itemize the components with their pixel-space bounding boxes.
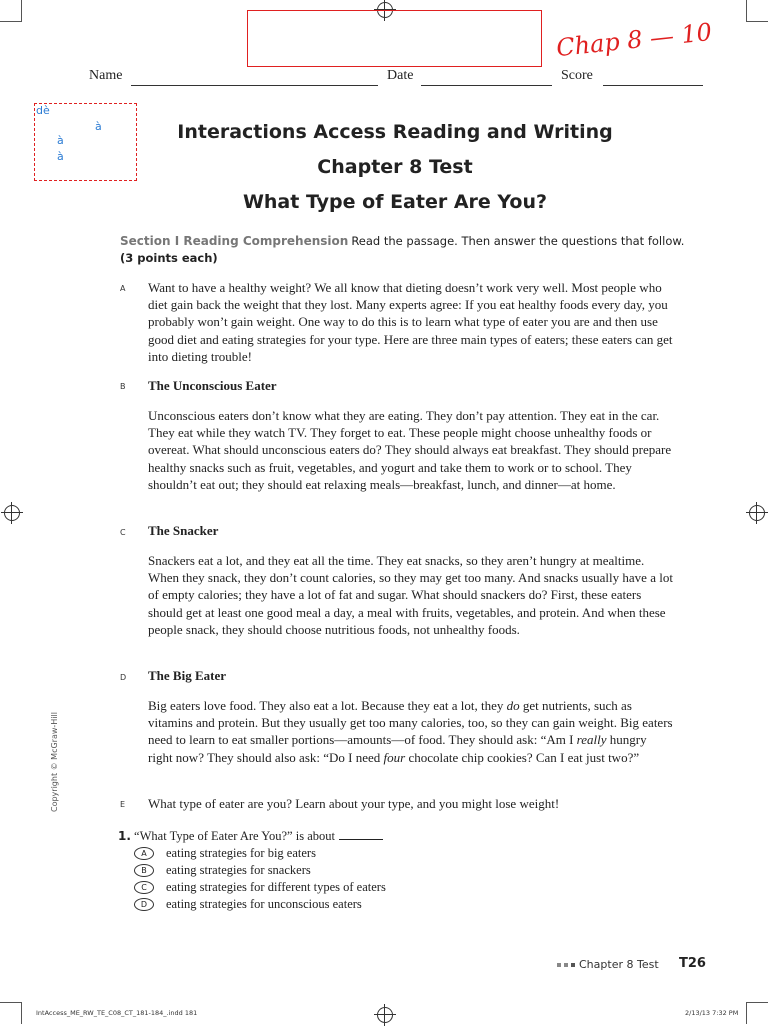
- emphasis: do: [506, 698, 520, 713]
- paragraph-letter: D: [120, 673, 127, 682]
- paragraph-a: Want to have a healthy weight? We all know that dieting doesn’t work very well. Most people who diet gain back the weight that they lost. Many experts agree: If you eat healthy foods every day, you probably won’t gain weight. One way to do this is to learn what type of eater you are and then use good diet and eating strategies for your type. Here are three main types of eaters; these eaters can get into dieting trouble!: [148, 280, 673, 364]
- name-line: [131, 85, 378, 86]
- score-label: Score: [561, 68, 593, 83]
- crop-mark: [21, 1002, 22, 1024]
- date-label: Date: [387, 68, 414, 83]
- option-text: eating strategies for big eaters: [166, 846, 316, 860]
- crop-mark: [746, 0, 747, 22]
- answer-bubble[interactable]: A: [134, 847, 154, 860]
- crop-mark: [746, 21, 768, 22]
- registration-mark-icon: [749, 505, 765, 521]
- copyright-notice: Copyright © McGraw-Hill: [50, 712, 59, 812]
- crop-mark: [21, 0, 22, 22]
- glyph-mark: à: [95, 120, 102, 133]
- date-line: [421, 85, 552, 86]
- footer-square: [557, 963, 561, 967]
- question-prompt: “What Type of Eater Are You?” is about: [134, 829, 335, 843]
- crop-mark: [746, 1002, 768, 1003]
- answer-bubble[interactable]: C: [134, 881, 154, 894]
- answer-option-d[interactable]: [134, 897, 362, 912]
- footer-square: [564, 963, 568, 967]
- paragraph-d: Big eaters love food. They also eat a lot. Because they eat a lot, they do get nutrients, such as vitamins and protein. But they usually get too many calories, too, so they can gain weight. Big eaters need to learn to eat smaller portions—amounts—of food. They should ask: “Am I really hungry right now? They should also ask: “Do I need four chocolate chip cookies? Can I eat just two?”: [148, 698, 673, 765]
- answer-option-a[interactable]: [134, 846, 316, 861]
- subheading-big-eater: The Big Eater: [148, 668, 226, 683]
- page-number: T26: [679, 956, 706, 971]
- answer-blank: [339, 839, 383, 840]
- glyph-mark: à: [57, 150, 64, 163]
- slug-timestamp: 2/13/13 7:32 PM: [685, 1009, 739, 1017]
- section-header: [120, 234, 684, 249]
- paragraph-letter: C: [120, 528, 126, 537]
- option-text: eating strategies for unconscious eaters: [166, 897, 362, 911]
- paragraph-e: What type of eater are you? Learn about your type, and you might lose weight!: [148, 796, 560, 811]
- paragraph-letter: A: [120, 284, 126, 293]
- registration-mark-icon: [377, 1007, 393, 1023]
- name-label: Name: [89, 68, 123, 83]
- answer-bubble[interactable]: B: [134, 864, 154, 877]
- registration-mark-icon: [4, 505, 20, 521]
- crop-mark: [746, 1002, 747, 1024]
- question-1: [118, 829, 383, 844]
- section-instruction: Read the passage. Then answer the questions that follow.: [351, 234, 685, 248]
- crop-mark: [0, 1002, 22, 1003]
- annotation-box: [247, 10, 542, 67]
- answer-option-b[interactable]: [134, 863, 311, 878]
- subheading-snacker: The Snacker: [148, 523, 219, 538]
- test-title: What Type of Eater Are You?: [242, 191, 548, 213]
- handwritten-note: Chap 8 — 10: [554, 17, 714, 63]
- glyph-mark: à: [57, 134, 64, 147]
- paragraph-b: Unconscious eaters don’t know what they are eating. They don’t pay attention. They eat in the car. They eat while they watch TV. They forget to eat. These people might choose unhealthy foods or overeat. What should unconscious eaters do? They should always eat breakfast. They should prepare healthy snacks such as fruit, vegetables, and yogurt and take them to work or to school. They shouldn’t eat out; they should eat relaxing meals—breakfast, lunch, and dinner—at home.: [148, 408, 672, 492]
- subheading-unconscious-eater: The Unconscious Eater: [148, 378, 277, 393]
- score-line: [603, 85, 703, 86]
- crop-mark: [0, 21, 22, 22]
- section-title: Section I Reading Comprehension: [120, 234, 349, 248]
- emphasis: four: [383, 749, 406, 765]
- emphasis: really: [576, 732, 607, 748]
- footer-square: [571, 963, 575, 967]
- footer-chapter-label: Chapter 8 Test: [579, 958, 659, 971]
- book-title: Interactions Access Reading and Writing: [177, 121, 613, 143]
- answer-bubble[interactable]: D: [134, 898, 154, 911]
- option-text: eating strategies for different types of eaters: [166, 880, 386, 894]
- slug-filename: IntAccess_ME_RW_TE_C08_CT_181-184_.indd 181: [36, 1009, 198, 1017]
- paragraph-letter: E: [120, 800, 126, 809]
- points-note: (3 points each): [120, 251, 218, 265]
- glyph-mark: dè: [36, 104, 50, 117]
- question-number: 1.: [118, 829, 131, 843]
- answer-option-c[interactable]: [134, 880, 386, 895]
- paragraph-letter: B: [120, 382, 126, 391]
- paragraph-c: Snackers eat a lot, and they eat all the time. They eat snacks, so they aren’t hungry at mealtime. When they snack, they don’t count calories, so they may get too many. And snacks usually have a lot of empty calories; they have a lot of fat and sugar. What should snackers do? First, these eaters should get at least one good meal a day, a meal with fruits, vegetables, and protein. And when these people snack, they should choose nutritious foods, not unhealthy foods.: [148, 553, 673, 637]
- option-text: eating strategies for snackers: [166, 863, 311, 877]
- chapter-title: Chapter 8 Test: [317, 156, 473, 178]
